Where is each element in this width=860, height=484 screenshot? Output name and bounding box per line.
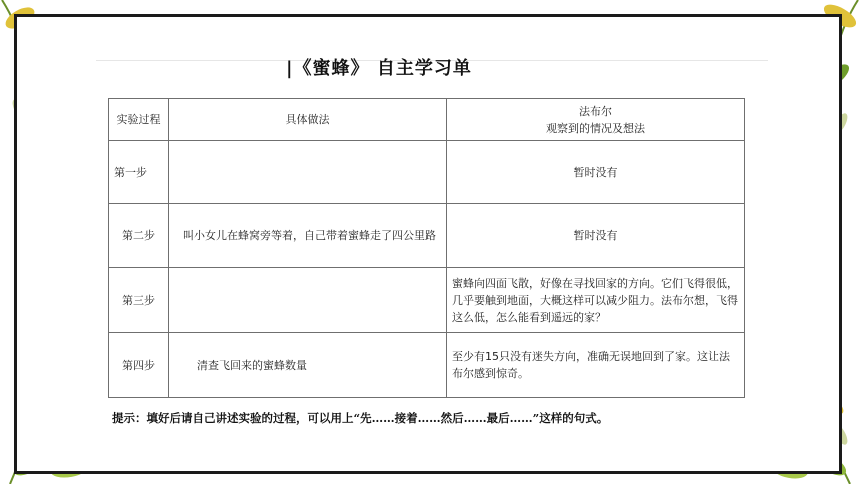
table-row xyxy=(109,333,745,398)
header-observation xyxy=(447,99,745,141)
method-cell[interactable]: 叫小女儿在蜂窝旁等着，自己带着蜜蜂走了四公里路 xyxy=(169,204,447,268)
table-row xyxy=(109,204,745,268)
observation-cell[interactable]: 暂时没有 xyxy=(447,204,745,268)
observation-cell[interactable]: 蜜蜂向四面飞散，好像在寻找回家的方向。它们飞得很低，几乎要触到地面，大概这样可以减少阻力。法布尔想，飞得这么低，怎么能看到遥远的家？ xyxy=(447,268,745,333)
step-label: 第一步 xyxy=(109,141,169,204)
step-label: 第三步 xyxy=(109,268,169,333)
header-observation-label: 观察到的情况及想法 xyxy=(546,121,645,135)
header-method: 具体做法 xyxy=(169,99,447,141)
table-header-row xyxy=(109,99,745,141)
study-sheet-table xyxy=(108,98,745,398)
method-cell[interactable] xyxy=(169,268,447,333)
method-cell[interactable]: 清查飞回来的蜜蜂数量 xyxy=(169,333,447,398)
step-label: 第四步 xyxy=(109,333,169,398)
header-process: 实验过程 xyxy=(109,99,169,141)
hint-text: 提示：填好后请自己讲述实验的过程，可以用上“先……接着……然后……最后……”这样的句式。 xyxy=(112,411,609,425)
document-title: |《蜜蜂》 自主学习单 xyxy=(286,58,472,79)
table-row xyxy=(109,141,745,204)
observation-cell[interactable]: 暂时没有 xyxy=(447,141,745,204)
step-label: 第二步 xyxy=(109,204,169,268)
header-observer: 法布尔 xyxy=(579,104,612,118)
method-cell[interactable] xyxy=(169,141,447,204)
table-row xyxy=(109,268,745,333)
observation-cell[interactable]: 至少有15只没有迷失方向，准确无误地回到了家。这让法布尔感到惊奇。 xyxy=(447,333,745,398)
